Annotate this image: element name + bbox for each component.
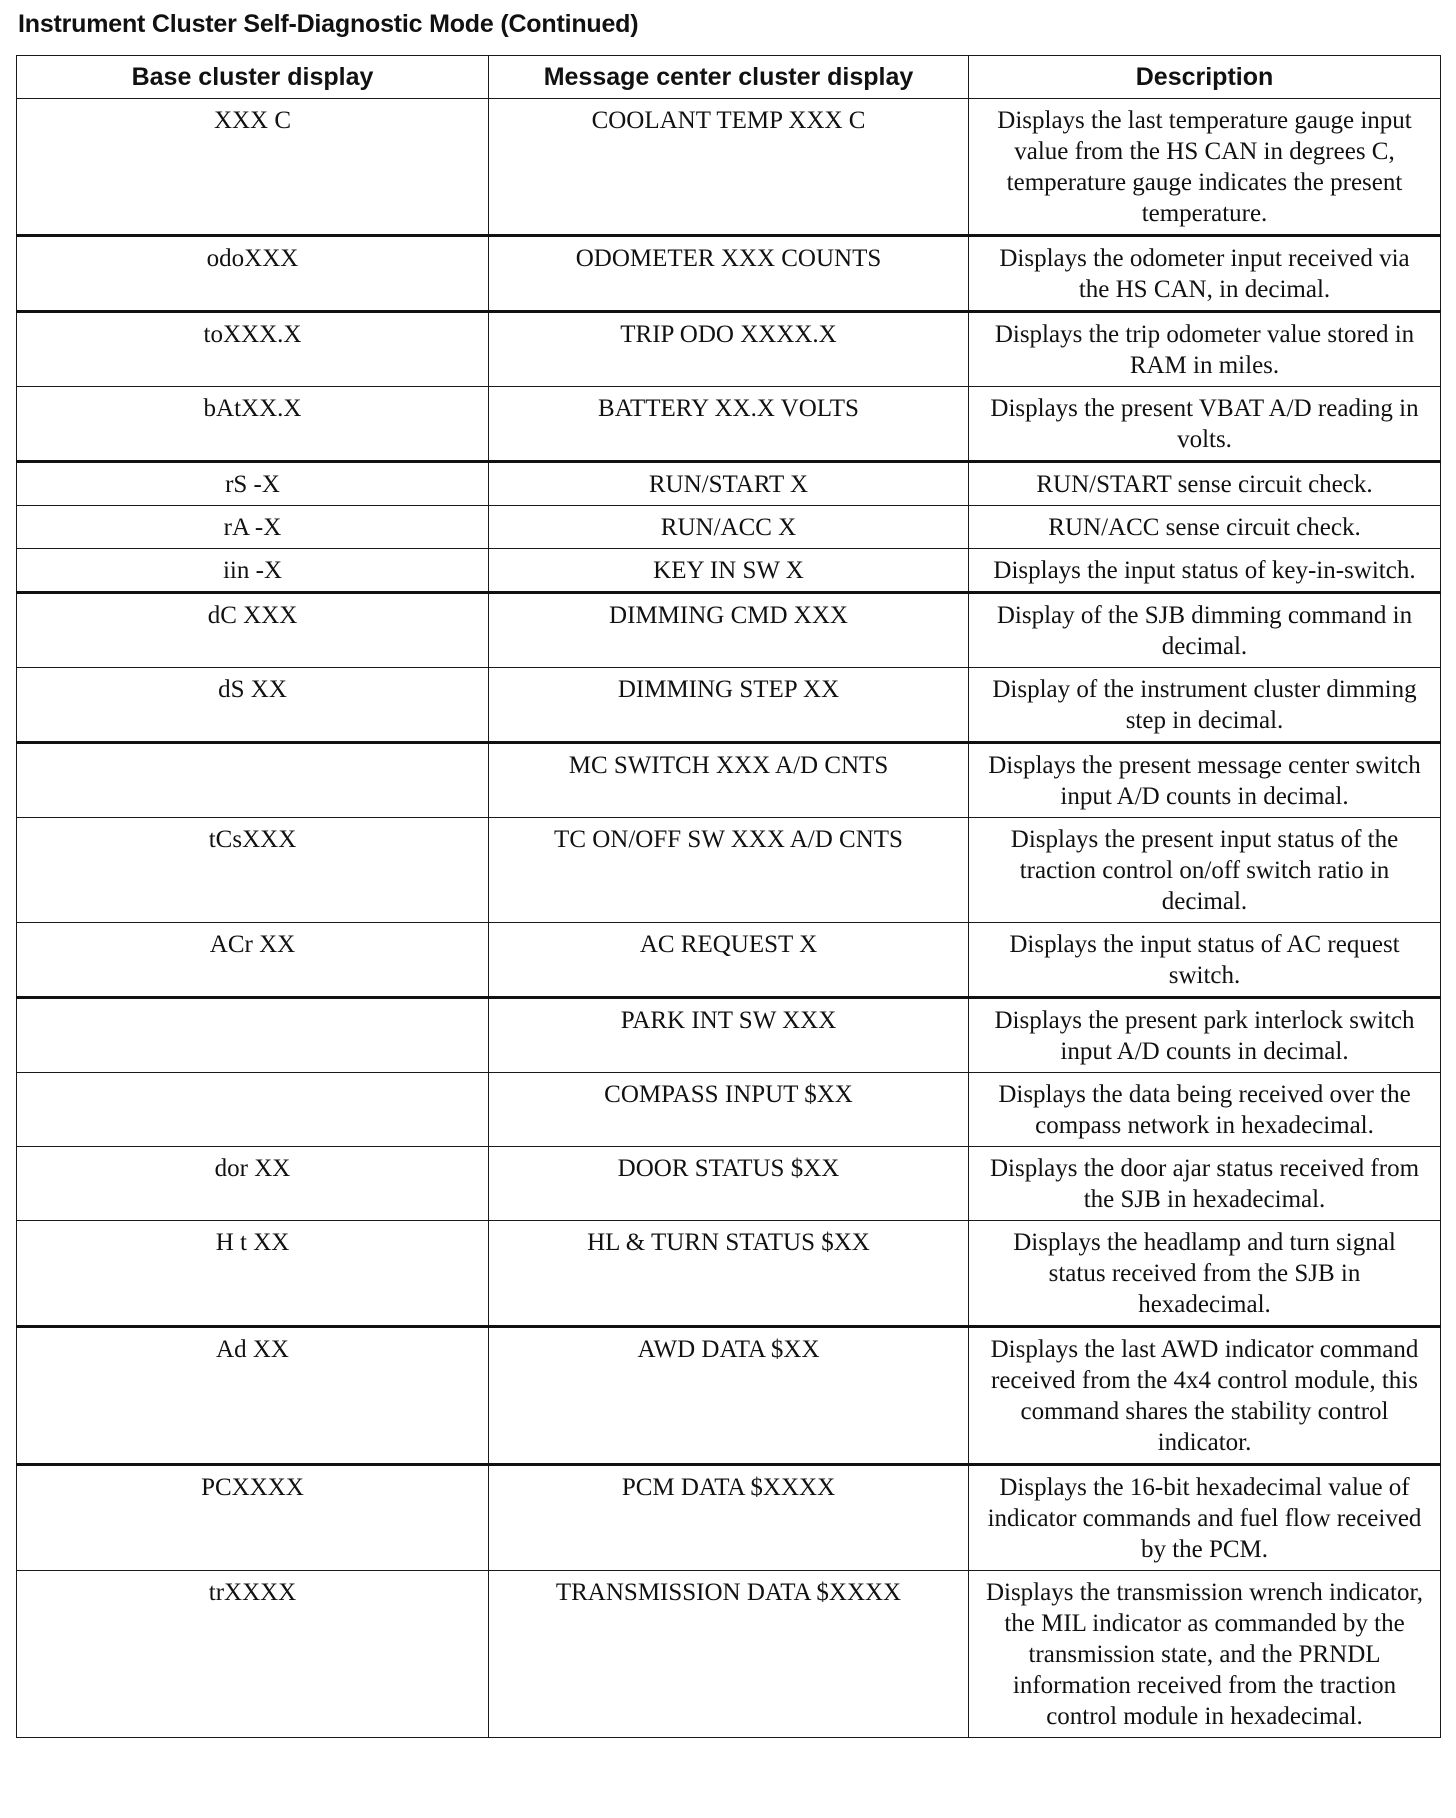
table-row: [17, 1221, 1441, 1327]
base-display-cell: [17, 998, 489, 1073]
header-message-center-display: Message center cluster display: [489, 56, 969, 99]
description-cell: Displays the input status of key-in-switch.: [969, 549, 1441, 593]
description-cell: Displays the present message center switch input A/D counts in decimal.: [969, 743, 1441, 818]
table-row: [17, 99, 1441, 236]
message-display-cell: PCM DATA $XXXX: [489, 1465, 969, 1571]
message-display-cell: RUN/START X: [489, 462, 969, 506]
base-display-cell: rA -X: [17, 506, 489, 549]
description-cell: Displays the 16-bit hexadecimal value of indicator commands and fuel flow received by the PCM.: [969, 1465, 1441, 1571]
description-cell: RUN/ACC sense circuit check.: [969, 506, 1441, 549]
message-display-cell: DOOR STATUS $XX: [489, 1147, 969, 1221]
base-display-cell: trXXXX: [17, 1571, 489, 1738]
base-display-cell: dS XX: [17, 668, 489, 743]
base-display-cell: XXX C: [17, 99, 489, 236]
base-display-cell: dC XXX: [17, 593, 489, 668]
message-display-cell: HL & TURN STATUS $XX: [489, 1221, 969, 1327]
message-display-cell: DIMMING STEP XX: [489, 668, 969, 743]
table-row: [17, 387, 1441, 462]
table-row: [17, 236, 1441, 312]
base-display-cell: iin -X: [17, 549, 489, 593]
table-row: [17, 312, 1441, 387]
page-title: Instrument Cluster Self-Diagnostic Mode (Continued): [18, 10, 639, 38]
base-display-cell: [17, 1073, 489, 1147]
base-display-cell: dor XX: [17, 1147, 489, 1221]
message-display-cell: RUN/ACC X: [489, 506, 969, 549]
table-row: [17, 1147, 1441, 1221]
base-display-cell: Ad XX: [17, 1327, 489, 1465]
description-cell: Display of the SJB dimming command in decimal.: [969, 593, 1441, 668]
table-row: [17, 549, 1441, 593]
table-row: [17, 506, 1441, 549]
table-row: [17, 1571, 1441, 1738]
message-display-cell: AC REQUEST X: [489, 923, 969, 998]
message-display-cell: KEY IN SW X: [489, 549, 969, 593]
table-row: [17, 743, 1441, 818]
message-display-cell: COOLANT TEMP XXX C: [489, 99, 969, 236]
base-display-cell: PCXXXX: [17, 1465, 489, 1571]
description-cell: Display of the instrument cluster dimming step in decimal.: [969, 668, 1441, 743]
description-cell: Displays the trip odometer value stored in RAM in miles.: [969, 312, 1441, 387]
message-display-cell: AWD DATA $XX: [489, 1327, 969, 1465]
table-row: [17, 1327, 1441, 1465]
description-cell: Displays the last AWD indicator command received from the 4x4 control module, this command shares the stability control indicator.: [969, 1327, 1441, 1465]
description-cell: RUN/START sense circuit check.: [969, 462, 1441, 506]
table-row: [17, 462, 1441, 506]
base-display-cell: H t XX: [17, 1221, 489, 1327]
base-display-cell: ACr XX: [17, 923, 489, 998]
message-display-cell: COMPASS INPUT $XX: [489, 1073, 969, 1147]
base-display-cell: toXXX.X: [17, 312, 489, 387]
base-display-cell: bAtXX.X: [17, 387, 489, 462]
description-cell: Displays the present park interlock switch input A/D counts in decimal.: [969, 998, 1441, 1073]
base-display-cell: odoXXX: [17, 236, 489, 312]
table-row: [17, 923, 1441, 998]
message-display-cell: TRIP ODO XXXX.X: [489, 312, 969, 387]
diagnostic-table: [16, 55, 1441, 1738]
message-display-cell: TRANSMISSION DATA $XXXX: [489, 1571, 969, 1738]
table-row: [17, 1465, 1441, 1571]
description-cell: Displays the last temperature gauge input value from the HS CAN in degrees C, temperature gauge indicates the present temperature.: [969, 99, 1441, 236]
base-display-cell: [17, 743, 489, 818]
description-cell: Displays the data being received over the compass network in hexadecimal.: [969, 1073, 1441, 1147]
description-cell: Displays the odometer input received via the HS CAN, in decimal.: [969, 236, 1441, 312]
description-cell: Displays the present VBAT A/D reading in volts.: [969, 387, 1441, 462]
base-display-cell: rS -X: [17, 462, 489, 506]
description-cell: Displays the transmission wrench indicator, the MIL indicator as commanded by the transmission state, and the PRNDL information received from the traction control module in hexadecimal.: [969, 1571, 1441, 1738]
message-display-cell: DIMMING CMD XXX: [489, 593, 969, 668]
base-display-cell: tCsXXX: [17, 818, 489, 923]
message-display-cell: ODOMETER XXX COUNTS: [489, 236, 969, 312]
description-cell: Displays the headlamp and turn signal status received from the SJB in hexadecimal.: [969, 1221, 1441, 1327]
header-row: [17, 56, 1441, 99]
table-row: [17, 998, 1441, 1073]
description-cell: Displays the present input status of the traction control on/off switch ratio in decimal.: [969, 818, 1441, 923]
message-display-cell: MC SWITCH XXX A/D CNTS: [489, 743, 969, 818]
header-description: Description: [969, 56, 1441, 99]
description-cell: Displays the door ajar status received from the SJB in hexadecimal.: [969, 1147, 1441, 1221]
description-cell: Displays the input status of AC request switch.: [969, 923, 1441, 998]
message-display-cell: BATTERY XX.X VOLTS: [489, 387, 969, 462]
table-row: [17, 593, 1441, 668]
header-base-cluster-display: Base cluster display: [17, 56, 489, 99]
table-row: [17, 1073, 1441, 1147]
table-row: [17, 818, 1441, 923]
message-display-cell: PARK INT SW XXX: [489, 998, 969, 1073]
table-row: [17, 668, 1441, 743]
message-display-cell: TC ON/OFF SW XXX A/D CNTS: [489, 818, 969, 923]
